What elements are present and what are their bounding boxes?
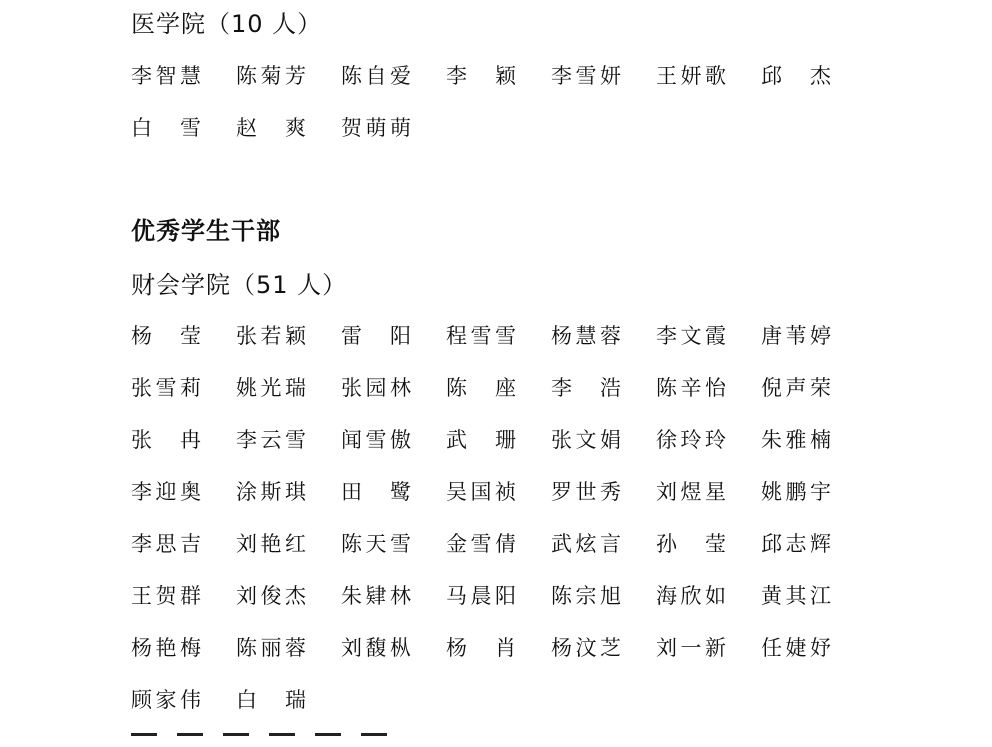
student-name: 李 智 慧 <box>131 64 201 88</box>
medical-school-heading: 医学院（10 人） <box>131 10 323 38</box>
student-name: 朱 雅 楠 <box>761 428 831 452</box>
student-name: 李 云 雪 <box>236 428 306 452</box>
student-name: 任 婕 妤 <box>761 636 831 660</box>
student-name: 刘 一 新 <box>656 636 726 660</box>
student-name: 李 雪 妍 <box>551 64 621 88</box>
student-name: 杨 莹 <box>131 324 201 348</box>
student-name: 贺 萌 萌 <box>341 116 411 140</box>
student-name: 程 雪 雪 <box>446 324 516 348</box>
student-name: 陈 菊 芳 <box>236 64 306 88</box>
student-name: 姚 光 瑞 <box>236 376 306 400</box>
student-name: 孙 莹 <box>656 532 726 556</box>
student-name: 闻 雪 傲 <box>341 428 411 452</box>
student-name: 赵 爽 <box>236 116 306 140</box>
student-name: 李 文 霞 <box>656 324 726 348</box>
student-name: 姚 鹏 宇 <box>761 480 831 504</box>
student-name: 罗 世 秀 <box>551 480 621 504</box>
student-name: 陈 丽 蓉 <box>236 636 306 660</box>
student-name: 陈 天 雪 <box>341 532 411 556</box>
student-name: 唐 苇 婷 <box>761 324 831 348</box>
student-name: 邱 杰 <box>761 64 831 88</box>
student-name: 陈 座 <box>446 376 516 400</box>
student-name: 李 思 吉 <box>131 532 201 556</box>
student-name: 涂 斯 琪 <box>236 480 306 504</box>
student-name: 邱 志 辉 <box>761 532 831 556</box>
cutoff-next-heading <box>131 733 491 747</box>
student-name: 李 颖 <box>446 64 516 88</box>
student-name: 金 雪 倩 <box>446 532 516 556</box>
student-name: 刘 艳 红 <box>236 532 306 556</box>
student-name: 倪 声 荣 <box>761 376 831 400</box>
student-name: 杨 慧 蓉 <box>551 324 621 348</box>
student-name: 徐 玲 玲 <box>656 428 726 452</box>
student-name: 刘 俊 杰 <box>236 584 306 608</box>
student-name: 顾 家 伟 <box>131 688 201 712</box>
student-name: 朱 肄 林 <box>341 584 411 608</box>
student-name: 杨 汶 芝 <box>551 636 621 660</box>
student-name: 李 浩 <box>551 376 621 400</box>
student-name: 张 若 颖 <box>236 324 306 348</box>
student-name: 陈 宗 旭 <box>551 584 621 608</box>
student-name: 黄 其 江 <box>761 584 831 608</box>
student-name: 雷 阳 <box>341 324 411 348</box>
student-name: 张 文 娟 <box>551 428 621 452</box>
student-name: 白 瑞 <box>236 688 306 712</box>
student-name: 武 珊 <box>446 428 516 452</box>
student-name: 李 迎 奥 <box>131 480 201 504</box>
finance-school-heading: 财会学院（51 人） <box>131 271 348 299</box>
student-name: 张 园 林 <box>341 376 411 400</box>
student-name: 田 鹭 <box>341 480 411 504</box>
student-name: 海 欣 如 <box>656 584 726 608</box>
student-name: 杨 肖 <box>446 636 516 660</box>
student-name: 王 贺 群 <box>131 584 201 608</box>
student-name: 白 雪 <box>131 116 201 140</box>
student-name: 陈 自 爱 <box>341 64 411 88</box>
student-name: 张 雪 莉 <box>131 376 201 400</box>
student-name: 吴 国 祯 <box>446 480 516 504</box>
outstanding-cadre-heading: 优秀学生干部 <box>131 216 281 245</box>
student-name: 王 妍 歌 <box>656 64 726 88</box>
student-name: 张 冉 <box>131 428 201 452</box>
student-name: 陈 辛 怡 <box>656 376 726 400</box>
student-name: 马 晨 阳 <box>446 584 516 608</box>
student-name: 刘 馥 枞 <box>341 636 411 660</box>
student-name: 刘 煜 星 <box>656 480 726 504</box>
student-name: 武 炫 言 <box>551 532 621 556</box>
student-name: 杨 艳 梅 <box>131 636 201 660</box>
